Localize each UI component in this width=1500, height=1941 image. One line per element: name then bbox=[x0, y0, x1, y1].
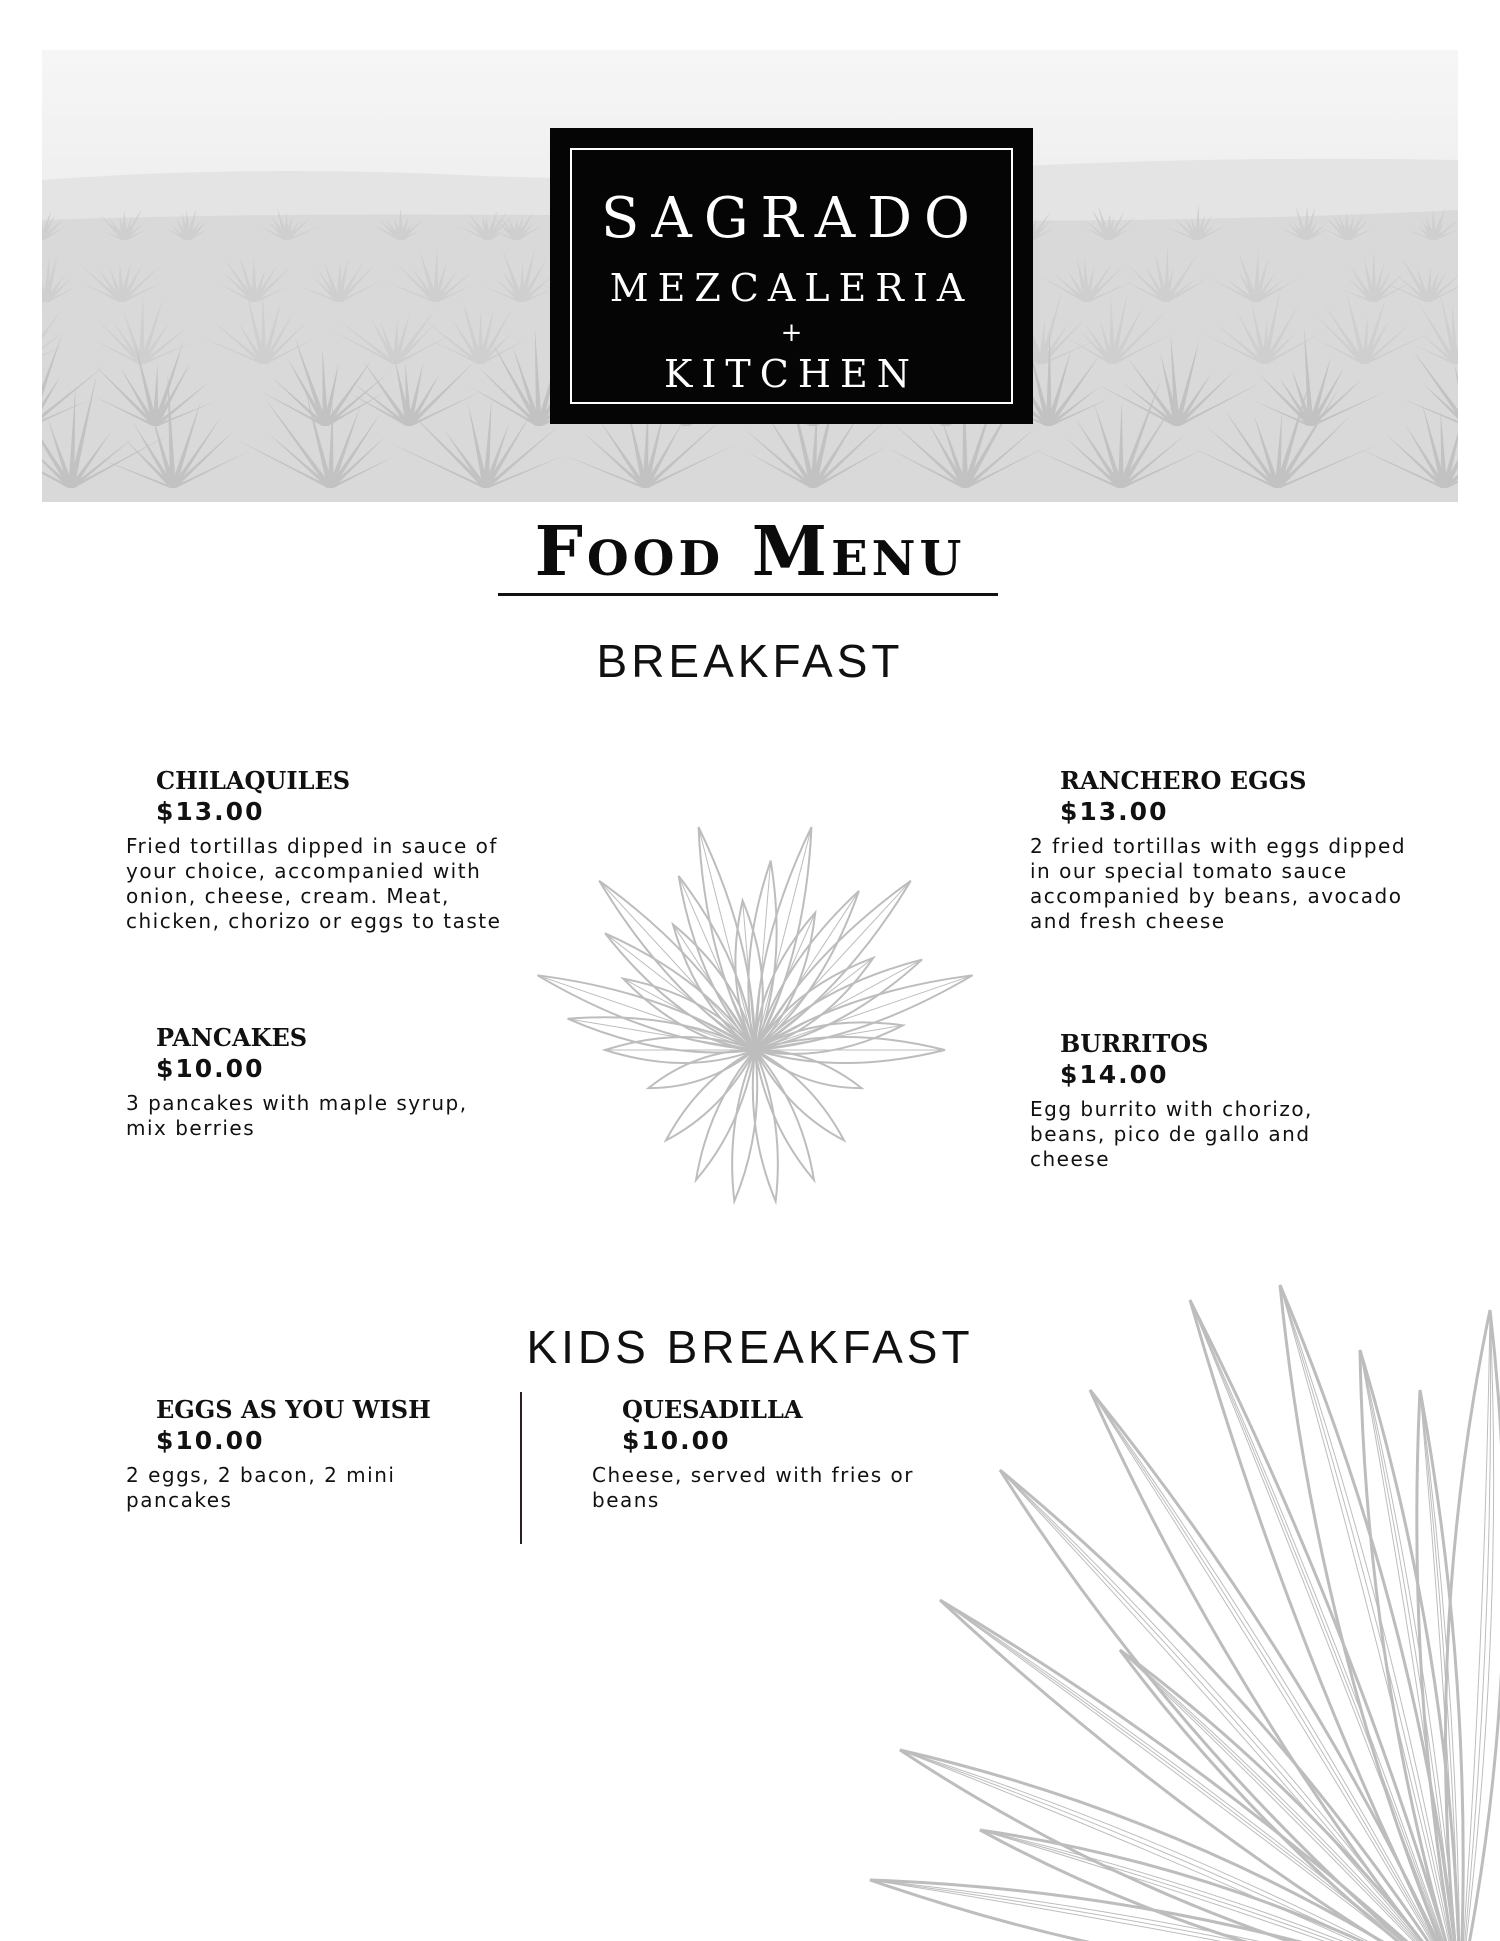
logo-line-mezcaleria: MEZCALERIA bbox=[609, 266, 974, 310]
item-name: RANCHERO EGGS bbox=[1060, 766, 1307, 795]
section-title-kids-breakfast: KIDS BREAKFAST bbox=[526, 1321, 974, 1373]
logo-line-kitchen: KITCHEN bbox=[664, 352, 919, 396]
item-description: Cheese, served with fries or beans bbox=[592, 1463, 914, 1512]
menu-item-chilaquiles bbox=[126, 766, 516, 934]
item-name: PANCAKES bbox=[156, 1023, 308, 1052]
logo-line-plus: + bbox=[780, 318, 803, 348]
item-name: QUESADILLA bbox=[622, 1395, 803, 1424]
item-name: BURRITOS bbox=[1060, 1029, 1209, 1058]
menu-item-burritos bbox=[1030, 1029, 1370, 1172]
item-price: $10.00 bbox=[156, 1054, 265, 1083]
logo-line-sagrado: SAGRADO bbox=[601, 186, 982, 251]
item-description: 2 fried tortillas with eggs dipped in our special tomato sauce accompanied by beans, avocado and fresh cheese bbox=[1030, 834, 1407, 933]
logo-box bbox=[550, 128, 1033, 424]
item-name: CHILAQUILES bbox=[156, 766, 351, 795]
section-title-breakfast: BREAKFAST bbox=[596, 635, 904, 687]
title-underline bbox=[498, 593, 998, 596]
item-description: Egg burrito with chorizo, beans, pico de gallo and cheese bbox=[1030, 1097, 1313, 1171]
item-price: $10.00 bbox=[622, 1426, 731, 1455]
menu-item-ranchero-eggs bbox=[1030, 766, 1410, 934]
agave-plant-illustration bbox=[520, 750, 990, 1240]
menu-title: Food Menu bbox=[534, 512, 966, 592]
item-price: $14.00 bbox=[1060, 1060, 1169, 1089]
item-price: $10.00 bbox=[156, 1426, 265, 1455]
item-description: Fried tortillas dipped in sauce of your choice, accompanied with onion, cheese, cream. Meat, chicken, chorizo or eggs to taste bbox=[126, 834, 502, 933]
item-price: $13.00 bbox=[1060, 797, 1169, 826]
menu-item-eggs-as-you-wish bbox=[126, 1395, 486, 1513]
item-price: $13.00 bbox=[156, 797, 265, 826]
menu-item-pancakes bbox=[126, 1023, 516, 1141]
header-banner bbox=[42, 50, 1458, 502]
menu-item-quesadilla bbox=[592, 1395, 972, 1513]
item-description: 2 eggs, 2 bacon, 2 mini pancakes bbox=[126, 1463, 396, 1512]
item-description: 3 pancakes with maple syrup, mix berries bbox=[126, 1091, 468, 1140]
logo bbox=[570, 148, 1013, 404]
kids-column-divider bbox=[520, 1392, 522, 1544]
item-name: EGGS AS YOU WISH bbox=[156, 1395, 431, 1424]
